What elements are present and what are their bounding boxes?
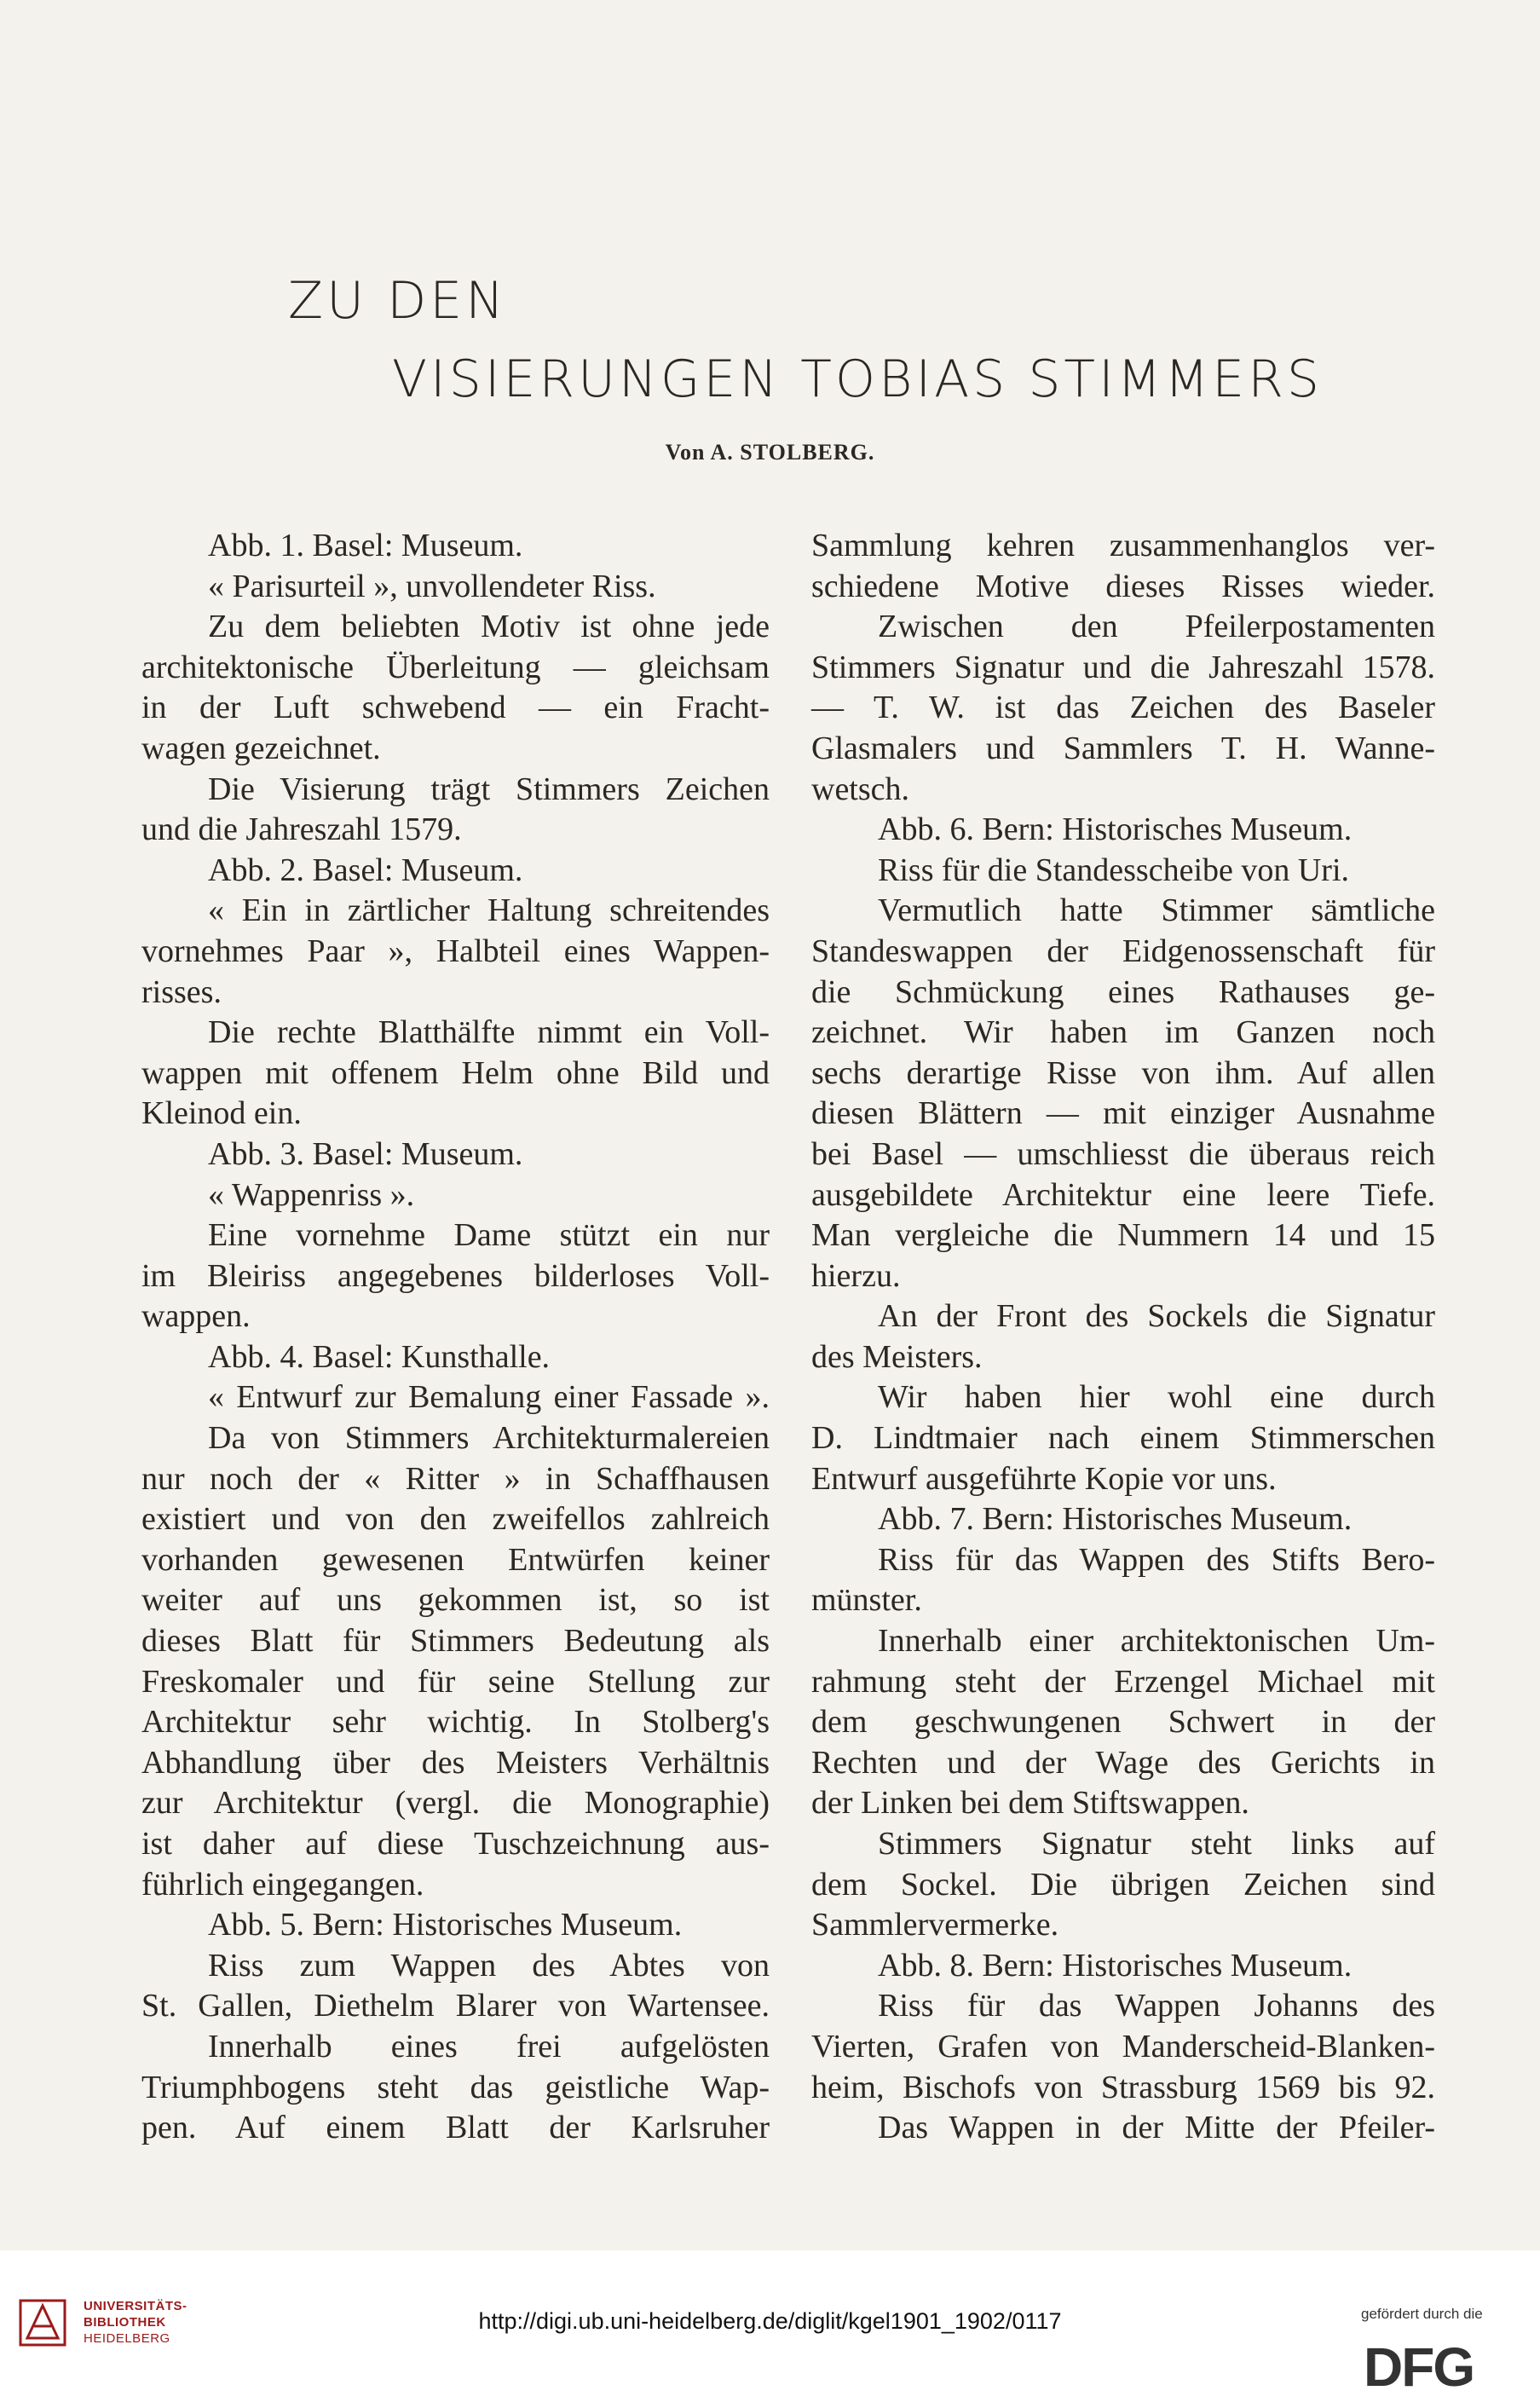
text-line: weiter auf uns gekommen ist, so ist	[141, 1582, 770, 1619]
text-line: Riss für das Wappen Johanns des	[878, 1988, 1435, 2024]
text-line: Wir haben hier wohl eine durch	[878, 1379, 1435, 1416]
text-line: Sammlung kehren zusammenhanglos ver-	[811, 528, 1435, 563]
text-line: sechs derartige Risse von ihm. Auf allen	[811, 1054, 1435, 1091]
text-line: Abb. 5. Bern: Historisches Museum.	[208, 1907, 683, 1943]
library-name-line-3: HEIDELBERG	[84, 2331, 170, 2346]
text-line: zeichnet. Wir haben im Ganzen noch	[811, 1014, 1435, 1051]
text-line: der Linken bei dem Stiftswappen.	[811, 1785, 1249, 1822]
text-line: dem geschwungenen Schwert in der	[811, 1704, 1435, 1741]
permalink-url[interactable]: http://digi.ub.uni-heidelberg.de/diglit/kgel1901_1902/0117	[478, 2308, 1062, 2334]
text-line: Architektur sehr wichtig. In Stolberg's	[141, 1704, 770, 1741]
text-line: An der Front des Sockels die Signatur	[878, 1298, 1435, 1335]
text-line: « Wappenriss ».	[208, 1176, 415, 1213]
text-line: Abb. 7. Bern: Historisches Museum.	[878, 1501, 1353, 1538]
text-line: D. Lindtmaier nach einem Stimmerschen	[811, 1420, 1435, 1457]
text-line: schiedene Motive dieses Risses wieder.	[811, 568, 1435, 604]
text-line: Abhandlung über des Meisters Verhältnis	[141, 1744, 770, 1781]
text-line: wappen mit offenem Helm ohne Bild und	[141, 1054, 770, 1091]
text-line: Abb. 2. Basel: Museum.	[208, 852, 523, 888]
text-line: Da von Stimmers Architekturmalereien	[208, 1420, 770, 1457]
text-line: Innerhalb einer architektonischen Um-	[878, 1623, 1435, 1660]
library-name-line-1: UNIVERSITÄTS-	[84, 2299, 187, 2313]
text-line: münster.	[811, 1582, 922, 1619]
text-line: wappen.	[141, 1298, 251, 1335]
text-line: Triumphbogens steht das geistliche Wap-	[141, 2069, 770, 2105]
text-line: Vierten, Grafen von Manderscheid-Blanken-	[811, 2028, 1435, 2064]
text-line: Die Visierung trägt Stimmers Zeichen	[208, 771, 770, 807]
text-line: Kleinod ein.	[141, 1095, 302, 1132]
text-line: wetsch.	[811, 771, 910, 807]
text-line: Abb. 8. Bern: Historisches Museum.	[878, 1947, 1353, 1984]
text-line: hierzu.	[811, 1257, 901, 1294]
text-line: des Meisters.	[811, 1338, 983, 1375]
text-line: Stimmers Signatur und die Jahreszahl 1578.	[811, 649, 1435, 685]
text-line: Zwischen den Pfeilerpostamenten	[878, 609, 1435, 645]
text-line: — T. W. ist das Zeichen des Baseler	[811, 690, 1435, 726]
text-line: dem Sockel. Die übrigen Zeichen sind	[811, 1866, 1435, 1903]
text-line: existiert und von den zweifellos zahlreich	[141, 1501, 770, 1538]
text-line: Eine vornehme Dame stützt ein nur	[208, 1217, 770, 1254]
text-line: risses.	[141, 973, 222, 1010]
text-line: Riss für das Wappen des Stifts Bero-	[878, 1541, 1435, 1578]
text-line: Zu dem beliebten Motiv ist ohne jede	[208, 609, 770, 645]
text-line: diesen Blättern — mit einziger Ausnahme	[811, 1095, 1435, 1132]
text-line: zur Architektur (vergl. die Monographie)	[141, 1785, 770, 1822]
text-line: Riss für die Standesscheibe von Uri.	[878, 852, 1350, 888]
text-line: Standeswappen der Eidgenossenschaft für	[811, 933, 1435, 969]
text-line: Glasmalers und Sammlers T. H. Wanne-	[811, 730, 1435, 766]
text-line: Innerhalb eines frei aufgelösten	[208, 2028, 770, 2064]
text-line: Abb. 3. Basel: Museum.	[208, 1135, 523, 1172]
text-line: in der Luft schwebend — ein Fracht-	[141, 690, 770, 726]
text-line: Das Wappen in der Mitte der Pfeiler-	[878, 2110, 1435, 2146]
text-line: führlich eingegangen.	[141, 1866, 424, 1903]
text-line: und die Jahreszahl 1579.	[141, 811, 462, 848]
text-line: « Parisurteil », unvollendeter Riss.	[208, 568, 656, 604]
text-line: « Ein in zärtlicher Haltung schreitendes	[208, 892, 770, 929]
text-line: pen. Auf einem Blatt der Karlsruher	[141, 2110, 770, 2146]
text-line: ist daher auf diese Tuschzeichnung aus-	[141, 1826, 770, 1862]
text-line: bei Basel — umschliesst die überaus reich	[811, 1135, 1435, 1172]
text-line: im Bleiriss angegebenes bilderloses Voll-	[141, 1257, 770, 1294]
author-byline: Von A. STOLBERG.	[665, 440, 875, 465]
article-title-line-2: VISIERUNGEN TOBIAS STIMMERS	[392, 349, 1323, 409]
article-title-line-1: ZU DEN	[288, 271, 508, 331]
text-line: dieses Blatt für Stimmers Bedeutung als	[141, 1623, 770, 1660]
text-line: architektonische Überleitung — gleichsam	[141, 649, 770, 685]
text-line: Man vergleiche die Nummern 14 und 15	[811, 1217, 1435, 1254]
text-column-left	[141, 526, 770, 2149]
text-line: « Entwurf zur Bemalung einer Fassade ».	[208, 1379, 770, 1416]
text-line: Stimmers Signatur steht links auf	[878, 1826, 1435, 1862]
text-line: nur noch der « Ritter » in Schaffhausen	[141, 1460, 770, 1497]
text-line: Vermutlich hatte Stimmer sämtliche	[878, 892, 1435, 929]
text-line: Freskomaler und für seine Stellung zur	[141, 1663, 770, 1700]
text-line: vorhanden gewesenen Entwürfen keiner	[141, 1541, 770, 1578]
text-line: Abb. 6. Bern: Historisches Museum.	[878, 811, 1353, 848]
text-line: ausgebildete Architektur eine leere Tiefe.	[811, 1176, 1435, 1213]
text-column-right	[811, 526, 1435, 2149]
text-line: St. Gallen, Diethelm Blarer von Wartensee.	[141, 1988, 770, 2024]
text-line: Rechten und der Wage des Gerichts in	[811, 1744, 1435, 1781]
text-line: Entwurf ausgeführte Kopie vor uns.	[811, 1460, 1277, 1497]
library-name-line-2: BIBLIOTHEK	[84, 2315, 166, 2330]
text-line: heim, Bischofs von Strassburg 1569 bis 92.	[811, 2069, 1435, 2105]
text-line: Abb. 4. Basel: Kunsthalle.	[208, 1338, 551, 1375]
dfg-logo: DFG	[1364, 2336, 1474, 2398]
text-line: die Schmückung eines Rathauses ge-	[811, 973, 1435, 1010]
text-line: vornehmes Paar », Halbteil eines Wappen-	[141, 933, 770, 969]
text-line: Die rechte Blatthälfte nimmt ein Voll-	[208, 1014, 770, 1051]
funding-caption: gefördert durch die	[1361, 2306, 1483, 2322]
text-line: rahmung steht der Erzengel Michael mit	[811, 1663, 1435, 1700]
text-line: Abb. 1. Basel: Museum.	[208, 528, 523, 563]
text-line: Sammlervermerke.	[811, 1907, 1059, 1943]
text-line: Riss zum Wappen des Abtes von	[208, 1947, 770, 1984]
text-line: wagen gezeichnet.	[141, 730, 381, 766]
